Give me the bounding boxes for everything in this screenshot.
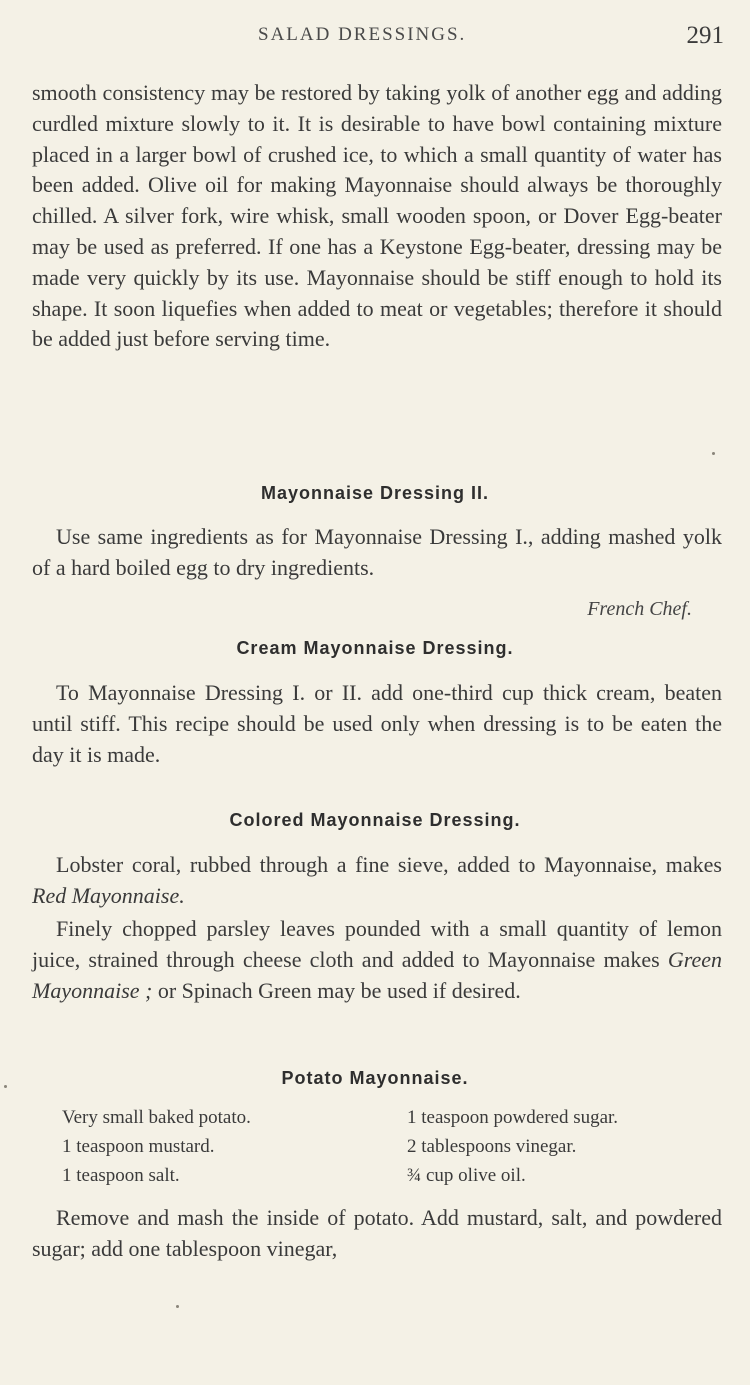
ingredient-item: 1 teaspoon salt. bbox=[62, 1165, 180, 1186]
red-mayonnaise-term: Red Mayonnaise. bbox=[32, 882, 185, 908]
paper-speck bbox=[4, 1085, 7, 1088]
section-title-potato-mayonnaise: Potato Mayonnaise. bbox=[281, 1068, 469, 1088]
continued-paragraph: smooth consistency may be restored by taking yolk of another egg and adding curdled mixture slowly to it. It is desirable to have bowl containing mixture placed in a larger bowl of crushed ice, to which a small quantity of water has been added. Olive oil for making Mayonnaise should always be thoroughly chilled. A silver fork, wire whisk, small wooden spoon, or Dover Egg-beater may be used as preferred. If one has a Keystone Egg-beater, dressing may be made very quickly by its use. Mayonnaise should be stiff enough to hold its shape. It soon liquefies when added to meat or vegetables; therefore it should be added just before serving time. bbox=[32, 80, 722, 352]
colored-mayonnaise-paragraph-1 bbox=[32, 850, 722, 912]
paper-speck bbox=[176, 1305, 179, 1308]
ingredients-right-column bbox=[407, 1103, 722, 1190]
ingredients-left-column bbox=[62, 1103, 407, 1190]
potato-mayonnaise-method: Remove and mash the inside of potato. Add mustard, salt, and powdered sugar; add one tablespoon vinegar, bbox=[32, 1205, 722, 1261]
section-title-mayonnaise-dressing-ii: Mayonnaise Dressing II. bbox=[260, 483, 490, 503]
page-header bbox=[0, 22, 750, 52]
colored-p2-text: Finely chopped parsley leaves pounded with a small quantity of lemon juice, strained through cheese cloth and added to Mayonnaise makes bbox=[32, 916, 722, 972]
attribution: French Chef. bbox=[587, 598, 692, 620]
mayonnaise-ii-text: Use same ingredients as for Mayonnaise Dressing I., adding mashed yolk of a hard boiled egg to dry ingredients. bbox=[32, 524, 722, 580]
ingredients-list bbox=[62, 1103, 722, 1190]
colored-p1-text: Lobster coral, rubbed through a fine sieve, added to Mayonnaise, makes bbox=[56, 852, 722, 877]
cream-mayonnaise-text: To Mayonnaise Dressing I. or II. add one-third cup thick cream, beaten until stiff. This recipe should be used only when dressing is to be eaten the day it is made. bbox=[32, 680, 722, 767]
section-title-colored-mayonnaise: Colored Mayonnaise Dressing. bbox=[229, 810, 521, 830]
page-number: 291 bbox=[686, 22, 724, 49]
ingredient-item: 1 teaspoon mustard. bbox=[62, 1136, 215, 1157]
ingredient-item: Very small baked potato. bbox=[62, 1107, 251, 1128]
ingredient-item: 1 teaspoon powdered sugar. bbox=[407, 1107, 619, 1128]
section-title-cream-mayonnaise: Cream Mayonnaise Dressing. bbox=[236, 638, 514, 658]
paper-speck bbox=[712, 452, 715, 455]
running-head: SALAD DRESSINGS. bbox=[258, 24, 467, 45]
ingredient-item: ¾ cup olive oil. bbox=[407, 1165, 526, 1186]
ingredient-item: 2 tablespoons vinegar. bbox=[407, 1136, 577, 1157]
colored-p2-tail: or Spinach Green may be used if desired. bbox=[152, 977, 521, 1003]
green-mayonnaise-term: Green Mayonnaise ; bbox=[32, 946, 722, 1003]
colored-mayonnaise-paragraph-2 bbox=[32, 914, 722, 1006]
